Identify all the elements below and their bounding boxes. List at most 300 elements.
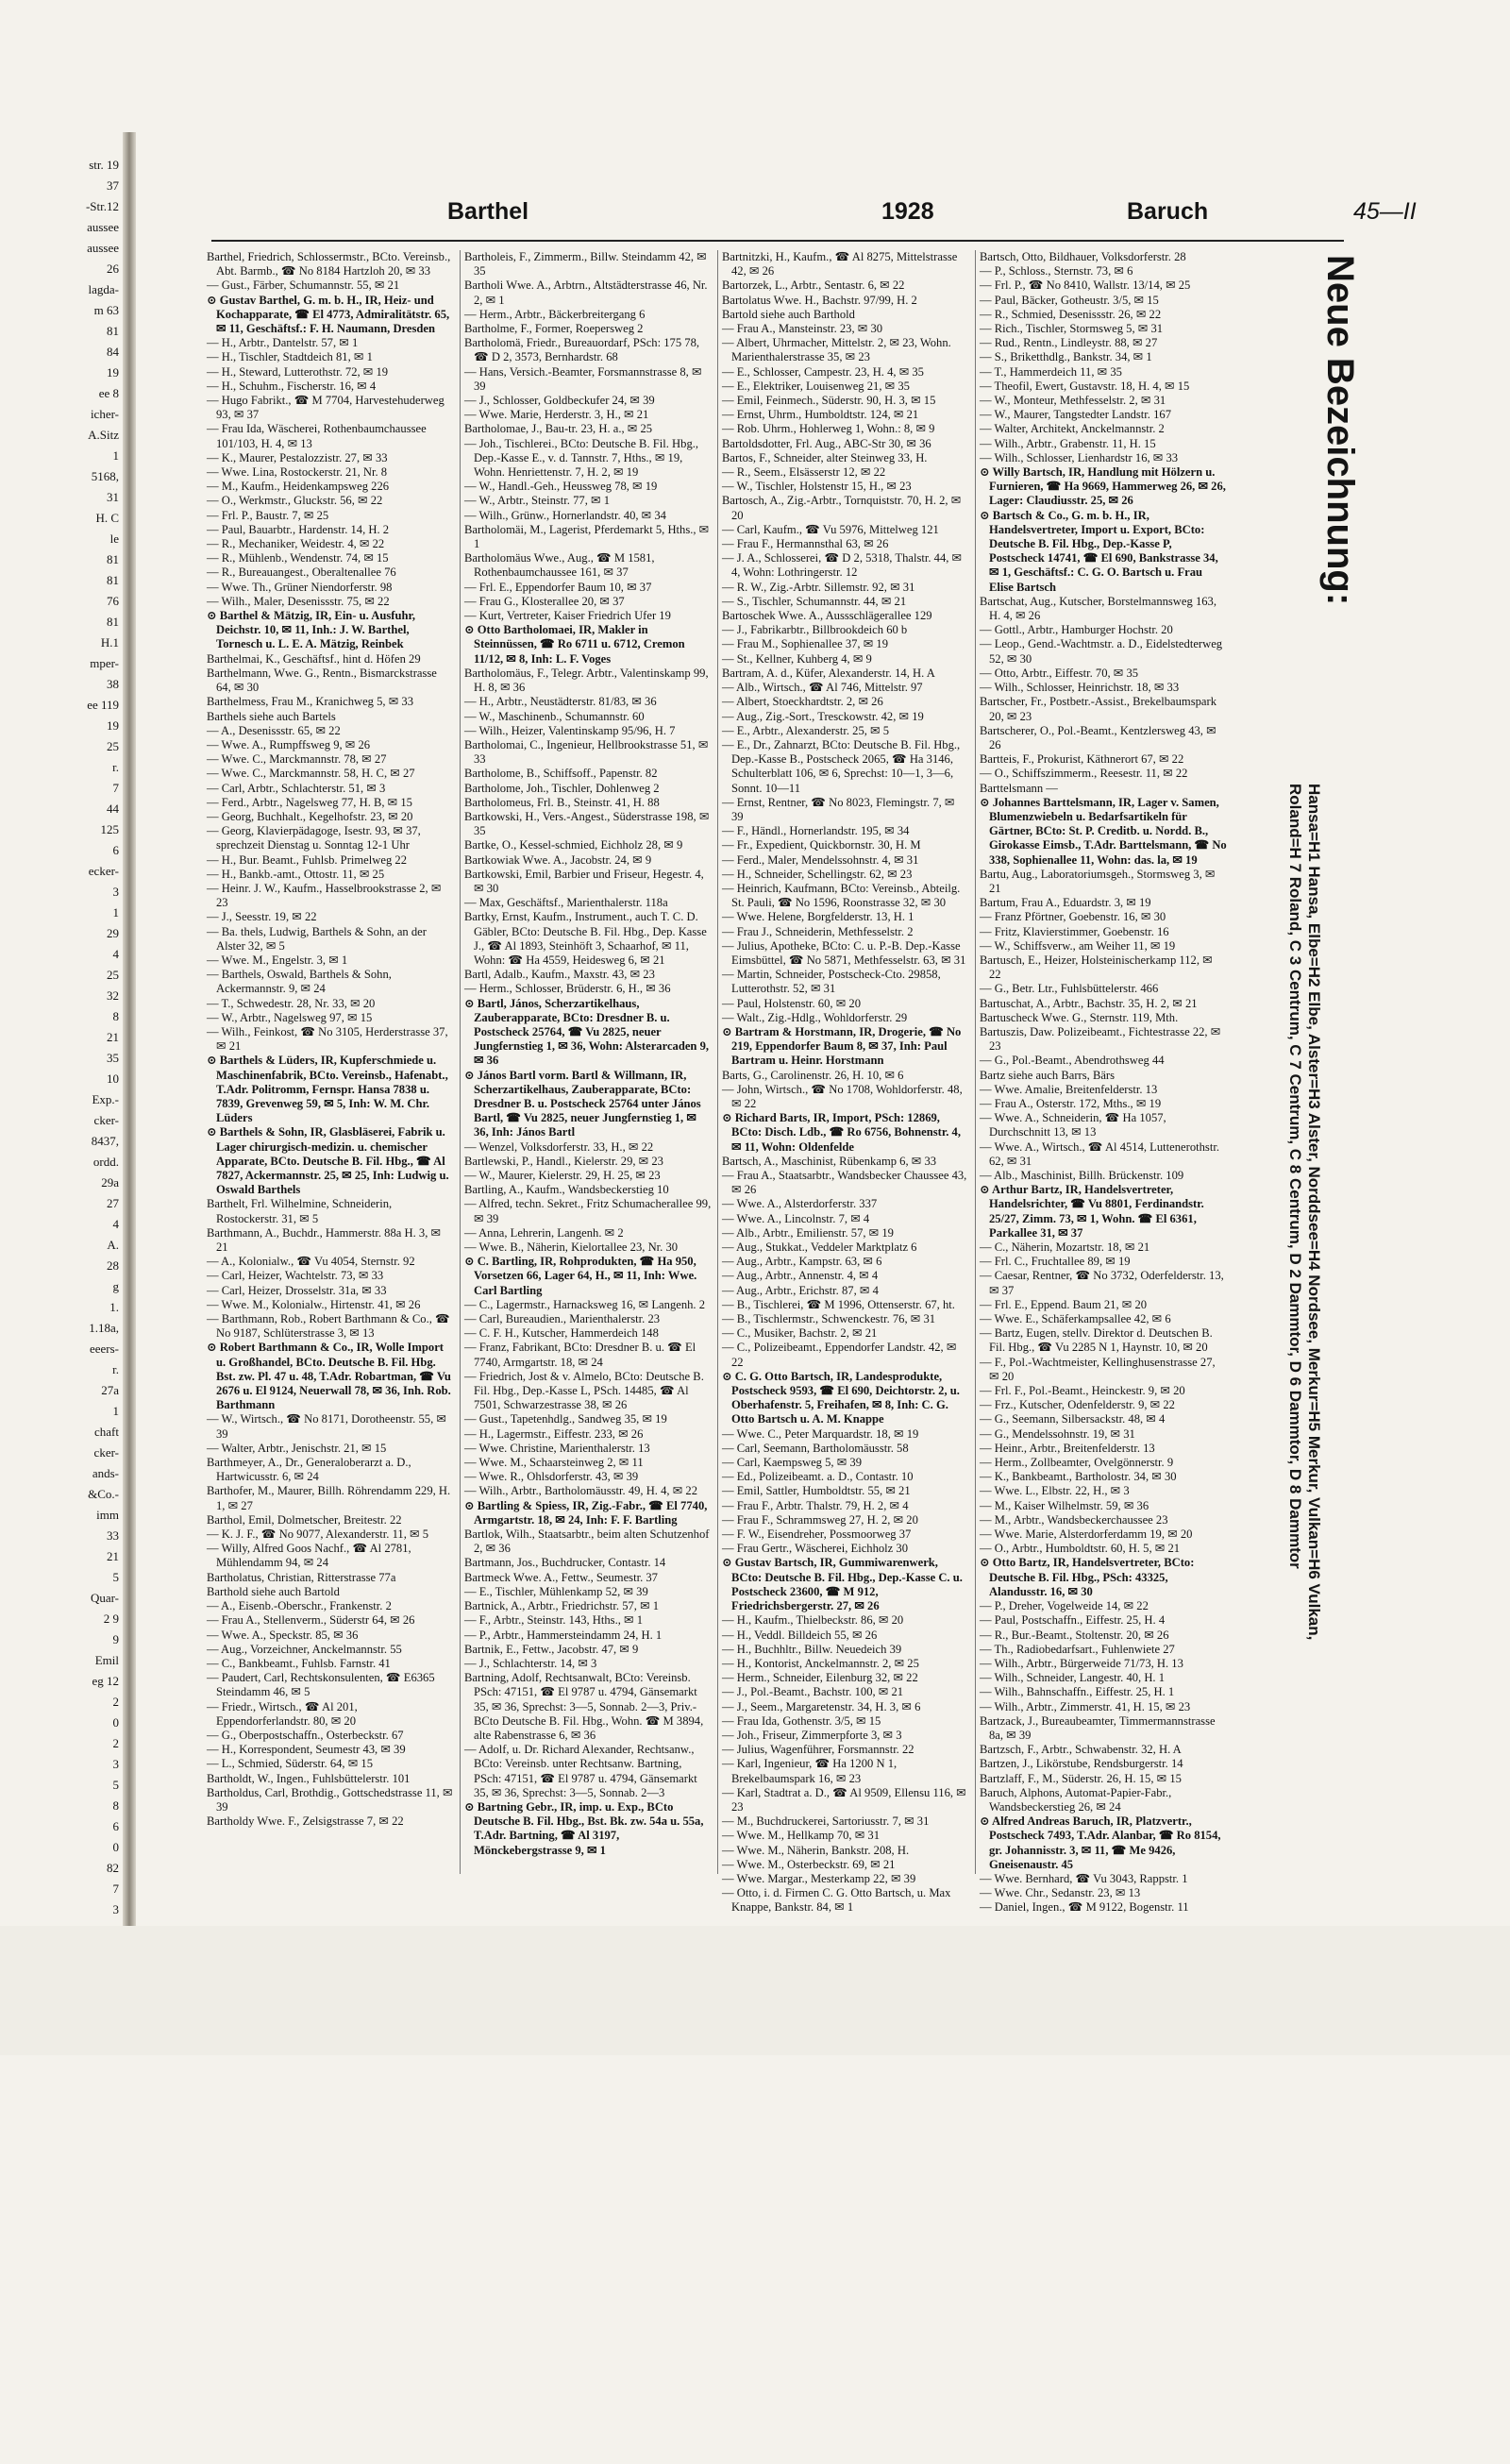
- left-page-text-fragment: 5: [112, 1570, 119, 1584]
- directory-entry: — Aug., Zig.-Sort., Tresckowstr. 42, ✉ 19: [722, 709, 924, 723]
- left-page-text-fragment: &Co.-: [88, 1487, 119, 1501]
- directory-entry: Bartteis, F., Prokurist, Käthnerort 67, ✉ 22: [980, 752, 1184, 767]
- left-page-text-fragment: 76: [107, 594, 119, 608]
- directory-entry: — W., Maschinenb., Schumannstr. 60: [464, 709, 645, 723]
- directory-entry: Bartos, F., Schneider, alter Steinweg 33, H.: [722, 450, 928, 464]
- directory-entry: — Wwe. C., Marckmannstr. 58, H. C, ✉ 27: [207, 767, 415, 781]
- directory-entry: — Albert, Uhrmacher, Mittelstr. 2, ✉ 23, Wohn. Marienthalerstrasse 35, ✉ 23: [722, 336, 951, 364]
- directory-entry: — Wilh., Arbtr., Bartholomäusstr. 49, H. 4, ✉ 22: [464, 1484, 697, 1498]
- directory-entry: Bartzack, J., Bureaubeamter, Timmermannstrasse 8a, ✉ 39: [980, 1713, 1216, 1742]
- left-page-text-fragment: 32: [107, 988, 119, 1003]
- directory-entry: — Wilh., Arbtr., Grabenstr. 11, H. 15: [980, 436, 1156, 450]
- directory-entry: — H., Buchhltr., Billw. Neuedeich 39: [722, 1642, 902, 1656]
- directory-entry: — Willy, Alfred Goos Nachf., ☎ Al 2781, Mühlendamm 94, ✉ 24: [207, 1542, 411, 1570]
- directory-entry: — Ferd., Arbtr., Nagelsweg 77, H. B, ✉ 15: [207, 795, 412, 809]
- directory-entry: — Frl. E., Eppend. Baum 21, ✉ 20: [980, 1297, 1148, 1311]
- directory-entry: — P., Schloss., Sternstr. 73, ✉ 6: [980, 264, 1133, 278]
- left-page-text-fragment: ee 8: [98, 386, 119, 400]
- directory-entry: — M., Buchdruckerei, Sartoriusstr. 7, ✉ 31: [722, 1814, 930, 1829]
- left-page-text-fragment: le: [109, 532, 119, 546]
- directory-entry: Barthelt, Frl. Wilhelmine, Schneiderin, Rostockerstr. 31, ✉ 5: [207, 1197, 393, 1225]
- left-page-text-fragment: lagda-: [88, 282, 119, 296]
- directory-entry: — Wilh., Schlosser, Heinrichstr. 18, ✉ 33: [980, 681, 1180, 695]
- directory-entry: — A., Eisenb.-Oberschr., Frankenstr. 2: [207, 1599, 392, 1613]
- directory-entry: — Albert, Stoeckhardtstr. 2, ✉ 26: [722, 695, 883, 709]
- directory-entry: — Walter, Arbtr., Jenischstr. 21, ✉ 15: [207, 1441, 387, 1455]
- directory-entry: — E., Arbtr., Alexanderstr. 25, ✉ 5: [722, 723, 890, 737]
- directory-entry: Barthelmann, Wwe. G., Rentn., Bismarckstrasse 64, ✉ 30: [207, 666, 437, 695]
- directory-entry: ⊙ Otto Bartz, IR, Handelsvertreter, BCto: Deutsche B. Fil. Hbg., PSch: 43325, Alandusstr. 16, ✉ 30: [980, 1556, 1195, 1598]
- directory-entry: Barthels siehe auch Bartels: [207, 709, 336, 723]
- directory-entry: — W., Maurer, Kielerstr. 29, H. 25, ✉ 23: [464, 1169, 661, 1182]
- directory-entry: — John, Wirtsch., ☎ No 1708, Wohldorferstr. 48, ✉ 22: [722, 1082, 963, 1110]
- directory-entry: — W., Monteur, Methfesselstr. 2, ✉ 31: [980, 394, 1166, 408]
- directory-entry: Bartuschat, A., Arbtr., Bachstr. 35, H. 2, ✉ 21: [980, 996, 1198, 1010]
- directory-entry: Barthold siehe auch Bartold: [207, 1584, 340, 1598]
- directory-entry: — R., Bureauangest., Oberaltenallee 76: [207, 565, 396, 580]
- left-page-text-fragment: 2 9: [103, 1612, 119, 1626]
- left-page-text-fragment: 28: [107, 1258, 119, 1273]
- left-page-text-fragment: 6: [112, 843, 119, 857]
- directory-entry: — Wwe. Helene, Borgfelderstr. 13, H. 1: [722, 910, 914, 924]
- directory-entry: — Wilh., Arbtr., Zimmerstr. 41, H. 15, ✉ 23: [980, 1699, 1191, 1713]
- left-page-text-fragment: 29: [107, 926, 119, 940]
- directory-entry: — R., Seem., Elsässerstr 12, ✉ 22: [722, 465, 886, 480]
- directory-entry: — Frau J., Schneiderin, Methfesselstr. 2: [722, 924, 914, 938]
- directory-entry: — Wwe. M., Osterbeckstr. 69, ✉ 21: [722, 1857, 896, 1871]
- directory-entry: — H., Tischler, Stadtdeich 81, ✉ 1: [207, 350, 373, 364]
- directory-entry: — Wenzel, Volksdorferstr. 33, H., ✉ 22: [464, 1139, 654, 1154]
- left-page-text-fragment: 0: [112, 1840, 119, 1854]
- directory-entry: — Wilh., Bahnschaffn., Eiffestr. 25, H. 1: [980, 1685, 1175, 1699]
- directory-entry: Bartnik, E., Fettw., Jacobstr. 47, ✉ 9: [464, 1642, 639, 1656]
- directory-entry: ⊙ C. G. Otto Bartsch, IR, Landesprodukte, Postscheck 9593, ☎ El 690, Deichtorstr. 2, u. Oberhafenstr. 5, Freihafen, ✉ 8, Inh: C. G. Otto Bartsch u. A. M. Knappe: [722, 1369, 960, 1426]
- directory-entry: — Fr., Expedient, Quickbornstr. 30, H. M: [722, 838, 921, 852]
- directory-entry: Bartuszis, Daw. Polizeibeamt., Fichtestrasse 22, ✉ 23: [980, 1024, 1221, 1054]
- left-page-text-fragment: r.: [112, 1362, 119, 1376]
- directory-entry: — H., Kaufm., Thielbeckstr. 86, ✉ 20: [722, 1613, 904, 1628]
- directory-entry: — Wwe. C., Peter Marquardstr. 18, ✉ 19: [722, 1426, 919, 1441]
- directory-entry: Barthel, Friedrich, Schlossermstr., BCto. Vereinsb., Abt. Barmb., ☎ No 8184 Hartzloh 20, ✉ 33: [207, 250, 451, 278]
- directory-entry: Bartsch, A., Maschinist, Rübenkamp 6, ✉ 33: [722, 1154, 937, 1168]
- left-page-text-fragment: ee 119: [87, 698, 119, 712]
- directory-entry: — A., Kolonialw., ☎ Vu 4054, Sternstr. 92: [207, 1255, 415, 1269]
- left-page-text-fragment: 6: [112, 1819, 119, 1833]
- directory-entry: Bartkowski, H., Vers.-Angest., Süderstrasse 198, ✉ 35: [464, 809, 710, 838]
- directory-entry: Bartholomäi, M., Lagerist, Pferdemarkt 5, Hths., ✉ 1: [464, 522, 710, 551]
- directory-entry: — Wilh., Schlosser, Lienhardstr 16, ✉ 33: [980, 450, 1179, 464]
- directory-entry: ⊙ Barthels & Lüders, IR, Kupferschmiede u. Maschinenfabrik, BCto. Vereinsb., Hafenabt., T.Adr. Politromm, Fernspr. Hansa 7838 u. 7839, Grevenweg 59, ✉ 5, Inh: W. M. Chr. Lüders: [207, 1054, 448, 1125]
- left-page-text-fragment: str. 19: [89, 158, 119, 172]
- directory-entry: — Frz., Kutscher, Odenfelderstr. 9, ✉ 22: [980, 1398, 1175, 1412]
- directory-entry: Bartl, Adalb., Kaufm., Maxstr. 43, ✉ 23: [464, 968, 655, 982]
- left-page-text-fragment: ecker-: [88, 864, 119, 878]
- directory-entry: — Julius, Wagenführer, Forsmannstr. 22: [722, 1743, 914, 1757]
- directory-entry: — L., Schmied, Süderstr. 64, ✉ 15: [207, 1757, 374, 1771]
- directory-entry: — Frau M., Sophienallee 37, ✉ 19: [722, 637, 888, 651]
- left-page-text-fragment: aussee: [87, 241, 119, 255]
- directory-entry: — Wwe. C., Marckmannstr. 78, ✉ 27: [207, 752, 387, 767]
- directory-column-3: [722, 250, 969, 1915]
- left-page-text-fragment: 2: [112, 1736, 119, 1750]
- directory-entry: — Franz, Fabrikant, BCto: Dresdner B. u. ☎ El 7740, Armgartstr. 18, ✉ 24: [464, 1341, 696, 1369]
- directory-entry: — H., Lagermstr., Eiffestr. 233, ✉ 26: [464, 1426, 644, 1441]
- left-page-text-fragment: H. C: [95, 511, 119, 525]
- directory-entry: — Alb., Maschinist, Billh. Brückenstr. 109: [980, 1169, 1184, 1182]
- left-page-text-fragment: Emil: [94, 1653, 119, 1667]
- left-page-text-fragment: 1: [112, 905, 119, 920]
- directory-entry: — Wwe. Christine, Marienthalerstr. 13: [464, 1441, 650, 1455]
- directory-entry: — Ed., Polizeibeamt. a. D., Contastr. 10: [722, 1470, 914, 1484]
- directory-entry: — H., Bur. Beamt., Fuhlsb. Primelweg 22: [207, 852, 407, 867]
- directory-entry: — Alb., Arbtr., Emilienstr. 57, ✉ 19: [722, 1225, 894, 1240]
- directory-entry: — Friedr., Wirtsch., ☎ Al 201, Eppendorferlandstr. 80, ✉ 20: [207, 1699, 358, 1728]
- directory-entry: — O., Werkmstr., Gluckstr. 56, ✉ 22: [207, 494, 383, 508]
- directory-entry: — E., Elektriker, Louisenweg 21, ✉ 35: [722, 379, 910, 393]
- directory-entry: — H., Veddl. Billdeich 55, ✉ 26: [722, 1628, 878, 1642]
- directory-entry: — Daniel, Ingen., ☎ M 9122, Bogenstr. 11: [980, 1900, 1189, 1915]
- left-page-text-fragment: 26: [107, 262, 119, 276]
- left-page-text-fragment: 44: [107, 802, 119, 816]
- left-page-text-fragment: H.1: [100, 635, 119, 650]
- directory-entry: Barthol, Emil, Dolmetscher, Breitestr. 22: [207, 1512, 402, 1527]
- directory-entry: — B., Tischlermstr., Schwenckestr. 76, ✉ 31: [722, 1312, 936, 1326]
- directory-entry: — Frau F., Schrammsweg 27, H. 2, ✉ 20: [722, 1512, 918, 1527]
- directory-entry: — G., Betr. Ltr., Fuhlsbüttelerstr. 466: [980, 982, 1159, 996]
- directory-entry: — H., Arbtr., Dantelstr. 57, ✉ 1: [207, 336, 359, 350]
- directory-entry: — P., Dreher, Vogelweide 14, ✉ 22: [980, 1599, 1149, 1613]
- directory-entry: — W., Handl.-Geh., Heussweg 78, ✉ 19: [464, 480, 658, 494]
- page-header: [447, 198, 1448, 236]
- directory-column-1: [207, 250, 454, 1874]
- left-page-text-fragment: 3: [112, 885, 119, 899]
- directory-entry: — Wwe. M., Näherin, Bankstr. 208, H.: [722, 1843, 910, 1857]
- left-page-text-fragment: 3: [112, 1757, 119, 1771]
- directory-entry: — C. F. H., Kutscher, Hammerdeich 148: [464, 1326, 659, 1341]
- directory-entry: — Frl. E., Eppendorfer Baum 10, ✉ 37: [464, 580, 652, 594]
- left-page-text-fragment: 4: [112, 1217, 119, 1231]
- directory-entry: Bartlok, Wilh., Staatsarbtr., beim alten Schutzenhof 2, ✉ 36: [464, 1527, 710, 1556]
- directory-entry: ⊙ Bartram & Horstmann, IR, Drogerie, ☎ No 219, Eppendorfer Baum 8, ✉ 37, Inh: Paul Bartram u. Heinr. Horstmann: [722, 1024, 962, 1068]
- directory-entry: — Paul, Bauarbtr., Hardenstr. 14, H. 2: [207, 522, 390, 536]
- directory-entry: ⊙ János Bartl vorm. Bartl & Willmann, IR, Scherzartikelhaus, Zauberapparate, BCto: Dresdner B. u. Postscheck 25764 unter János Bartl, ☎ Vu 2825, neuer Jungfernstieg 1, ✉ 36, Inh: János Bartl: [464, 1068, 701, 1139]
- left-page-text-fragment: 29a: [101, 1175, 119, 1190]
- left-page-text-fragment: aussee: [87, 220, 119, 234]
- left-page-text-fragment: 5168,: [91, 469, 119, 483]
- directory-entry: — Wwe. Chr., Sedanstr. 23, ✉ 13: [980, 1886, 1141, 1900]
- directory-entry: — Wwe. E., Schäferkampsallee 42, ✉ 6: [980, 1312, 1171, 1326]
- column-separator: [975, 250, 976, 1874]
- directory-entry: — Wwe. B., Näherin, Kielortallee 23, Nr. 30: [464, 1240, 679, 1255]
- directory-entry: Bartosch, A., Zig.-Arbtr., Tornquiststr. 70, H. 2, ✉ 20: [722, 494, 962, 522]
- directory-entry: — Frau Ida, Wäscherei, Rothenbaumchaussee 101/103, H. 4, ✉ 13: [207, 422, 427, 450]
- directory-entry: Bartholomäus, F., Telegr. Arbtr., Valentinskamp 99, H. 8, ✉ 36: [464, 666, 709, 695]
- directory-entry: — M., Arbtr., Wandsbeckerchaussee 23: [980, 1512, 1168, 1527]
- directory-entry: Barthmann, A., Buchdr., Hammerstr. 88a H. 3, ✉ 21: [207, 1225, 442, 1255]
- directory-entry: Bartuscheck Wwe. G., Sternstr. 119, Mth.: [980, 1010, 1179, 1024]
- directory-entry: — Paul, Holstenstr. 60, ✉ 20: [722, 996, 861, 1010]
- left-page-text-fragment: 1.: [109, 1300, 119, 1314]
- left-page-text-fragment: 21: [107, 1549, 119, 1563]
- left-page-text-fragment: 27a: [101, 1383, 119, 1397]
- left-page-text-fragment: 4: [112, 947, 119, 961]
- directory-entry: Bartning, Adolf, Rechtsanwalt, BCto: Vereinsb. PSch: 47151, ☎ El 9787 u. 4794, Gänsemarkt 35, ✉ 36, Sprechst: 3—5, Sonnab. 2—3, Priv.-BCto Deutsche B. Fil. Hbg., Wohn. ☎ M 3894, alte Rabenstrasse 6, ✉ 36: [464, 1671, 704, 1742]
- directory-entry: — T., Hammerdeich 11, ✉ 35: [980, 364, 1122, 379]
- directory-entry: — Frau Ida, Gothenstr. 3/5, ✉ 15: [722, 1713, 881, 1728]
- directory-entry: Bartu, Aug., Laboratoriumsgeh., Stormsweg 3, ✉ 21: [980, 867, 1216, 895]
- directory-entry: ⊙ C. Bartling, IR, Rohprodukten, ☎ Ha 950, Vorsetzen 66, Lager 64, H., ✉ 11, Inh: Wwe. Carl Bartling: [464, 1255, 697, 1297]
- directory-entry: ⊙ Bartning Gebr., IR, imp. u. Exp., BCto Deutsche B. Fil. Hbg., Bst. Bk. zw. 54a u. 55a, T.Adr. Bartning, ☎ Al 3197, Mönckebergstrasse 9, ✉ 1: [464, 1799, 704, 1857]
- directory-entry: — F. W., Eisendreher, Possmoorweg 37: [722, 1527, 912, 1542]
- left-page-text-fragment: 8437,: [91, 1134, 119, 1148]
- directory-entry: ⊙ Bartling & Spiess, IR, Zig.-Fabr., ☎ El 7740, Armgartstr. 18, ✉ 24, Inh: F. F. Bartling: [464, 1498, 708, 1527]
- directory-entry: — Walter, Architekt, Anckelmannstr. 2: [980, 422, 1165, 436]
- directory-entry: — Ernst, Rentner, ☎ No 8023, Flemingstr. 7, ✉ 39: [722, 795, 955, 823]
- left-page-text-fragment: A.Sitz: [88, 428, 119, 442]
- left-page-text-fragment: ordd.: [92, 1155, 119, 1169]
- directory-entry: — Georg, Buchhalt., Kegelhofstr. 23, ✉ 20: [207, 809, 413, 823]
- directory-entry: — Wilh., Maler, Desenissstr. 75, ✉ 22: [207, 594, 390, 608]
- directory-entry: — Gust., Färber, Schumannstr. 55, ✉ 21: [207, 278, 400, 293]
- header-right-keyword: Baruch: [1127, 198, 1209, 225]
- directory-entry: — Rud., Rentn., Lindleystr. 88, ✉ 27: [980, 336, 1158, 350]
- directory-entry: — Paudert, Carl, Rechtskonsulenten, ☎ E6365 Steindamm 46, ✉ 5: [207, 1671, 435, 1699]
- directory-entry: ⊙ Willy Bartsch, IR, Handlung mit Hölzern u. Furnieren, ☎ Ha 9669, Hammerweg 26, ✉ 26, Lager: Claudiusstr. 25, ✉ 26: [980, 465, 1226, 508]
- directory-entry: Bartscher, Fr., Postbetr.-Assist., Brekelbaumspark 20, ✉ 23: [980, 695, 1216, 723]
- directory-entry: — Aug., Vorzeichner, Anckelmannstr. 55: [207, 1642, 402, 1656]
- directory-entry: — Barthmann, Rob., Robert Barthmann & Co., ☎ No 9187, Schlüterstrasse 3, ✉ 13: [207, 1312, 450, 1341]
- directory-entry: Bartholomae, J., Bau-tr. 23, H. a., ✉ 25: [464, 422, 653, 436]
- directory-entry: — Karl, Ingenieur, ☎ Ha 1200 N 1, Brekelbaumspark 16, ✉ 23: [722, 1757, 898, 1785]
- left-page-text-fragment: 21: [107, 1030, 119, 1044]
- directory-entry: Barttelsmann —: [980, 781, 1058, 795]
- side-ad-title: Neue Bezeichnung:: [1319, 255, 1361, 606]
- directory-entry: — Wilh., Grünw., Hornerlandstr. 40, ✉ 34: [464, 508, 666, 522]
- directory-entry: — Gottl., Arbtr., Hamburger Hochstr. 20: [980, 623, 1173, 637]
- directory-entry: — F., Händl., Hornerlandstr. 195, ✉ 34: [722, 824, 910, 838]
- directory-entry: — Wwe. A., Rumpffsweg 9, ✉ 26: [207, 737, 371, 751]
- directory-entry: Baruch, Alphons, Automat-Papier-Fabr., Wandsbeckerstieg 26, ✉ 24: [980, 1785, 1172, 1814]
- directory-entry: — R. W., Zig.-Arbtr. Sillemstr. 92, ✉ 31: [722, 580, 915, 594]
- directory-entry: Bartholomäus Wwe., Aug., ☎ M 1581, Rothenbaumchaussee 161, ✉ 37: [464, 551, 655, 580]
- directory-entry: — Aug., Arbtr., Erichstr. 87, ✉ 4: [722, 1283, 879, 1297]
- left-page-text-fragment: 125: [100, 822, 119, 836]
- directory-entry: — C., Musiker, Bachstr. 2, ✉ 21: [722, 1326, 878, 1341]
- directory-entry: — Wwe. Amalie, Breitenfelderstr. 13: [980, 1082, 1158, 1096]
- directory-entry: Bartholomä, Friedr., Bureauordarf, PSch: 175 78, ☎ D 2, 3573, Bernhardstr. 68: [464, 336, 700, 364]
- directory-entry: — Frau Gertr., Wäscherei, Eichholz 30: [722, 1542, 909, 1556]
- directory-entry: — Frau A., Staatsarbtr., Wandsbecker Chaussee 43, ✉ 26: [722, 1169, 967, 1197]
- directory-entry: — Carl, Kaempsweg 5, ✉ 39: [722, 1456, 863, 1470]
- directory-entry: — K., Bankbeamt., Bartholostr. 34, ✉ 30: [980, 1470, 1177, 1484]
- directory-entry: Bartholome, B., Schiffsoff., Papenstr. 82: [464, 767, 658, 781]
- directory-entry: — Carl, Heizer, Drosselstr. 31a, ✉ 33: [207, 1283, 387, 1297]
- directory-entry: ⊙ Gustav Bartsch, IR, Gummiwarenwerk, BCto: Deutsche B. Fil. Hbg., Dep.-Kasse C. u. Postscheck 23600, ☎ M 912, Friedrichsbergerstr. 27, ✉ 26: [722, 1556, 963, 1613]
- directory-entry: — J. A., Schlosserei, ☎ D 2, 5318, Thalstr. 44, ✉ 4, Wohn: Lothringerstr. 12: [722, 551, 963, 580]
- directory-entry: — Emil, Feinmech., Süderstr. 90, H. 3, ✉ 15: [722, 394, 936, 408]
- directory-entry: — Wilh., Schneider, Langestr. 40, H. 1: [980, 1671, 1166, 1685]
- directory-entry: — M., Kaufm., Heidenkampsweg 226: [207, 480, 390, 494]
- directory-entry: — A., Desenissstr. 65, ✉ 22: [207, 723, 341, 737]
- left-page-text-fragment: 8: [112, 1798, 119, 1813]
- left-page-text-fragment: 31: [107, 490, 119, 504]
- directory-entry: — Th., Radiobedarfsart., Fuhlenwiete 27: [980, 1642, 1175, 1656]
- directory-entry: — Frau F., Hermannsthal 63, ✉ 26: [722, 537, 889, 551]
- left-page-text-fragment: icher-: [90, 407, 119, 421]
- book-gutter: [123, 132, 136, 1926]
- directory-entry: — Wwe. A., Lincolnstr. 7, ✉ 4: [722, 1211, 870, 1225]
- left-page-text-fragment: cker-: [93, 1113, 119, 1127]
- directory-entry: — Theofil, Ewert, Gustavstr. 18, H. 4, ✉ 15: [980, 379, 1190, 393]
- left-page-text-fragment: 27: [107, 1196, 119, 1210]
- left-page-text-fragment: 5: [112, 1778, 119, 1792]
- left-page-text-fragment: A.: [107, 1238, 119, 1252]
- left-page-text-fragment: 10: [107, 1072, 119, 1086]
- directory-entry: — Wwe. A., Wirtsch., ☎ Al 4514, Luttenerothstr. 62, ✉ 31: [980, 1139, 1219, 1168]
- directory-entry: Bartholome, Joh., Tischler, Dohlenweg 2: [464, 781, 660, 795]
- directory-entry: — Wwe. Bernhard, ☎ Vu 3043, Rappstr. 1: [980, 1871, 1188, 1885]
- directory-entry: Bartky, Ernst, Kaufm., Instrument., auch T. C. D. Gäbler, BCto: Deutsche B. Fil. Hbg., Dep. Kasse J., ☎ Al 1893, Steinhöft 3, Schaarhof, ✉ 11, Wohn: ☎ Ha 4559, Heidesweg 6, ✉ 21: [464, 910, 707, 967]
- header-rule: [211, 240, 1344, 242]
- directory-entry: — Joh., Tischlerei., BCto: Deutsche B. Fil. Hbg., Dep.-Kasse E., v. d. Tannstr. 7, Hths., ✉ 19, Wohn. Henriettenstr. 7, H. 2, ✉ 19: [464, 436, 699, 480]
- directory-entry: Bartholme, F., Former, Roepersweg 2: [464, 322, 644, 336]
- directory-entry: — Paul, Bäcker, Gotheustr. 3/5, ✉ 15: [980, 293, 1159, 307]
- directory-entry: — P., Arbtr., Hammersteindamm 24, H. 1: [464, 1628, 663, 1642]
- directory-entry: Bartlewski, P., Handl., Kielerstr. 29, ✉ 23: [464, 1154, 663, 1168]
- directory-entry: — J., Schlachterstr. 14, ✉ 3: [464, 1656, 597, 1670]
- left-page-text-fragment: Exp.-: [92, 1092, 119, 1106]
- directory-entry: — R., Bur.-Beamt., Stoltenstr. 20, ✉ 26: [980, 1628, 1169, 1642]
- directory-entry: Bartkowski, Emil, Barbier und Friseur, Hegestr. 4, ✉ 30: [464, 867, 704, 895]
- directory-entry: — R., Mechaniker, Weidestr. 4, ✉ 22: [207, 537, 385, 551]
- left-page-text-fragment: 25: [107, 968, 119, 982]
- directory-entry: — O., Arbtr., Humboldtstr. 60, H. 5, ✉ 21: [980, 1542, 1181, 1556]
- directory-entry: Bartnick, A., Arbtr., Friedrichstr. 57, ✉ 1: [464, 1599, 660, 1613]
- directory-entry: — Otto, i. d. Firmen C. G. Otto Bartsch, u. Max Knappe, Bankstr. 84, ✉ 1: [722, 1886, 951, 1915]
- directory-entry: — Wwe. Marie, Alsterdorferdamm 19, ✉ 20: [980, 1527, 1193, 1542]
- directory-entry: — S., Tischler, Schumannstr. 44, ✉ 21: [722, 594, 907, 608]
- directory-entry: — Wwe. A., Alsterdorferstr. 337: [722, 1197, 878, 1211]
- directory-entry: — F., Pol.-Wachtmeister, Kellinghusenstrasse 27, ✉ 20: [980, 1355, 1216, 1383]
- directory-entry: ⊙ Bartl, János, Scherzartikelhaus, Zauberapparate, BCto: Dresdner B. u. Postscheck 25764, ☎ Vu 2825, neuer Jungfernstieg 1, ✉ 36, Wohn: Alsterarcaden 9, ✉ 36: [464, 996, 710, 1068]
- directory-entry: — W., Tischler, Holstenstr 15, H., ✉ 23: [722, 480, 912, 494]
- directory-entry: Bartmann, Jos., Buchdrucker, Contastr. 14: [464, 1556, 666, 1570]
- directory-entry: — H., Schuhm., Fischerstr. 16, ✉ 4: [207, 379, 377, 393]
- left-page-text-fragment: 7: [112, 781, 119, 795]
- directory-entry: — Heinr. J. W., Kaufm., Hasselbrookstrasse 2, ✉ 23: [207, 881, 442, 910]
- directory-entry: — Rich., Tischler, Stormsweg 5, ✉ 31: [980, 322, 1164, 336]
- directory-entry: — C., Lagermstr., Harnacksweg 16, ✉ Langenh. 2: [464, 1297, 706, 1311]
- directory-entry: — Wwe. A., Schneiderin, ☎ Ha 1057, Durchschnitt 13, ✉ 13: [980, 1111, 1166, 1139]
- directory-entry: — W., Schiffsverw., am Weiher 11, ✉ 19: [980, 938, 1176, 953]
- directory-entry: — W., Wirtsch., ☎ No 8171, Dorotheenstr. 55, ✉ 39: [207, 1412, 446, 1441]
- directory-entry: — Barthels, Oswald, Barthels & Sohn, Ackermannstr. 9, ✉ 24: [207, 968, 392, 996]
- directory-entry: — C., Näherin, Mozartstr. 18, ✉ 21: [980, 1240, 1150, 1255]
- directory-entry: — H., Steward, Lutterothstr. 72, ✉ 19: [207, 364, 389, 379]
- directory-entry: — M., Kaiser Wilhelmstr. 59, ✉ 36: [980, 1498, 1149, 1512]
- directory-entry: Bartholomai, C., Ingenieur, Hellbrookstrasse 51, ✉ 33: [464, 737, 709, 767]
- directory-entry: — J., Pol.-Beamt., Bachstr. 100, ✉ 21: [722, 1685, 904, 1699]
- left-page-text-fragment: imm: [96, 1508, 119, 1522]
- directory-entry: — Ba. thels, Ludwig, Barthels & Sohn, an der Alster 32, ✉ 5: [207, 924, 427, 953]
- directory-entry: — Wwe. L., Elbstr. 22, H., ✉ 3: [980, 1484, 1130, 1498]
- directory-entry: — K. J. F., ☎ No 9077, Alexanderstr. 11, ✉ 5: [207, 1527, 428, 1542]
- side-ad-exchange-codes: [1285, 784, 1323, 2464]
- left-page-text-fragment: 81: [107, 552, 119, 566]
- left-page-text-fragment: m 63: [93, 303, 119, 317]
- directory-entry: — Wwe. M., Kolonialw., Hirtenstr. 41, ✉ 26: [207, 1297, 421, 1311]
- directory-entry: — Wwe. M., Engelstr. 3, ✉ 1: [207, 953, 348, 967]
- left-page-text-fragment: eeers-: [89, 1342, 119, 1356]
- directory-entry: — Carl, Heizer, Wachtelstr. 73, ✉ 33: [207, 1269, 384, 1283]
- directory-entry: Bartsch, Otto, Bildhauer, Volksdorferstr. 28: [980, 250, 1186, 263]
- directory-entry: Bartz siehe auch Barrs, Bärs: [980, 1068, 1116, 1082]
- directory-entry: — J., Seem., Margaretenstr. 34, H. 3, ✉ 6: [722, 1699, 921, 1713]
- left-page-text-fragment: chaft: [94, 1425, 119, 1439]
- directory-entry: Bartholdt, W., Ingen., Fuhlsbüttelerstr. 101: [207, 1771, 411, 1785]
- left-page-text-fragment: 81: [107, 573, 119, 587]
- left-page-text-fragment: 33: [107, 1528, 119, 1543]
- directory-entry: — Aug., Arbtr., Annenstr. 4, ✉ 4: [722, 1269, 879, 1283]
- side-ad-line: Roland=H 7 Roland, C 3 Centrum, C 7 Centrum, C 8 Centrum, D 2 Dammtor, D 6 Dammtor, D 8 Dammtor: [1286, 784, 1304, 1569]
- directory-entry: — Carl, Arbtr., Schlachterstr. 51, ✉ 3: [207, 781, 386, 795]
- left-page-text-fragment: 25: [107, 739, 119, 753]
- directory-entry: ⊙ Richard Barts, IR, Import, PSch: 12869, BCto: Disch. Ldb., ☎ Ro 6756, Bohnenstr. 4, ✉ 11, Wohn: Oldenfelde: [722, 1111, 961, 1154]
- directory-entry: — Heinr., Arbtr., Breitenfelderstr. 13: [980, 1441, 1155, 1455]
- directory-entry: — R., Schmied, Desenissstr. 26, ✉ 22: [980, 307, 1162, 321]
- left-page-text-fragment: 1: [112, 448, 119, 463]
- directory-entry: — J., Schlosser, Goldbeckufer 24, ✉ 39: [464, 394, 655, 408]
- left-page-text-fragment: 9: [112, 1632, 119, 1646]
- directory-entry: Barts, G., Carolinenstr. 26, H. 10, ✉ 6: [722, 1068, 904, 1082]
- left-page-text-fragment: 84: [107, 345, 119, 359]
- directory-entry: ⊙ Johannes Barttelsmann, IR, Lager v. Samen, Blumenzwiebeln u. Bedarfsartikeln für Gärtner, BCto: St. P. Creditb. u. Nordd. B., Girokasse Eimsb., T.Adr. Barttelsmann, ☎ No 338, Sophienallee 11, Wohn: das. la, ✉ 19: [980, 795, 1227, 867]
- directory-entry: Bartolatus Wwe. H., Bachstr. 97/99, H. 2: [722, 293, 917, 307]
- directory-entry: Bartram, A. d., Küfer, Alexanderstr. 14, H. A: [722, 666, 935, 680]
- directory-entry: Bartke, O., Kessel-schmied, Eichholz 28, ✉ 9: [464, 838, 683, 852]
- directory-entry: — Otto, Arbtr., Eiffestr. 70, ✉ 35: [980, 666, 1139, 680]
- side-ad-line: Hansa=H1 Hansa, Elbe=H2 Elbe, Alster=H3 Alster, Norddsee=H4 Nordsee, Merkur=H5 Merkur, Vulkan=H6 Vulkan,: [1305, 784, 1323, 1641]
- directory-entry: — G., Pol.-Beamt., Abendrothsweg 44: [980, 1054, 1165, 1068]
- directory-entry: Bartusch, E., Heizer, Holsteinischerkamp 112, ✉ 22: [980, 953, 1213, 982]
- directory-entry: — Walt., Zig.-Hdlg., Wohldorferstr. 29: [722, 1010, 908, 1024]
- directory-column-4: [980, 250, 1227, 1915]
- directory-entry: — Wwe. R., Ohlsdorferstr. 43, ✉ 39: [464, 1470, 639, 1484]
- directory-entry: — Alfred, techn. Sekret., Fritz Schumacherallee 99, ✉ 39: [464, 1197, 712, 1225]
- directory-entry: — Friedrich, Jost & v. Almelo, BCto: Deutsche B. Fil. Hbg., Dep.-Kasse L, PSch. 14485, ☎ Al 7501, Schwarzestrasse 38, ✉ 26: [464, 1369, 704, 1412]
- directory-entry: Bartum, Frau A., Eduardstr. 3, ✉ 19: [980, 896, 1151, 910]
- directory-entry: — Carl, Kaufm., ☎ Vu 5976, Mittelweg 121: [722, 522, 939, 536]
- directory-page: [136, 142, 1510, 1935]
- column-separator: [717, 250, 718, 1874]
- directory-entry: — Ernst, Uhrm., Humboldtstr. 124, ✉ 21: [722, 408, 919, 422]
- directory-entry: — H., Arbtr., Neustädterstr. 81/83, ✉ 36: [464, 695, 657, 709]
- directory-entry: — Rob. Uhrm., Hohlerweg 1, Wohn.: 8, ✉ 9: [722, 422, 935, 436]
- directory-entry: ⊙ Gustav Barthel, G. m. b. H., IR, Heiz- und Kochapparate, ☎ El 4773, Admiralitätstr. 65, ✉ 11, Geschäftsf.: F. H. Naumann, Dresden: [207, 293, 450, 336]
- directory-entry: Bartzlaff, F., M., Süderstr. 26, H. 15, ✉ 15: [980, 1771, 1182, 1785]
- directory-entry: — Leop., Gend.-Wachtmstr. a. D., Eidelstedterweg 52, ✉ 30: [980, 637, 1223, 666]
- directory-entry: — Gust., Tapetenhdlg., Sandweg 35, ✉ 19: [464, 1412, 667, 1426]
- directory-entry: — Joh., Friseur, Zimmerpforte 3, ✉ 3: [722, 1728, 902, 1742]
- directory-entry: — Anna, Lehrerin, Langenh. ✉ 2: [464, 1225, 624, 1240]
- directory-entry: — Martin, Schneider, Postscheck-Cto. 29858, Lutterothstr. 52, ✉ 31: [722, 968, 941, 996]
- directory-entry: — Wwe. Marie, Herderstr. 3, H., ✉ 21: [464, 408, 649, 422]
- left-page-text-fragment: 81: [107, 615, 119, 629]
- directory-entry: — Alb., Wirtsch., ☎ Al 746, Mittelstr. 97: [722, 681, 923, 695]
- side-advertisement: [1286, 255, 1370, 1935]
- directory-entry: Bartorzek, L., Arbtr., Sentastr. 6, ✉ 22: [722, 278, 905, 293]
- left-page-text-fragment: mper-: [90, 656, 119, 670]
